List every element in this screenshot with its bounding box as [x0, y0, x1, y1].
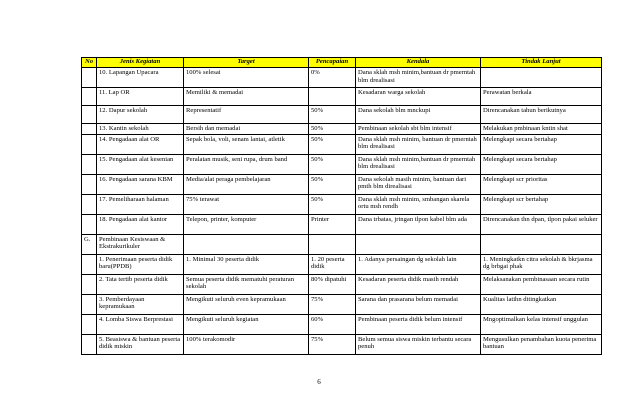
cell-jenis: 16. Pengadaan sarana KBM [97, 174, 184, 194]
cell-pencapaian: 0% [309, 68, 356, 88]
cell-no [82, 106, 97, 124]
cell-kendala: Dana trbatas, jringan tlpon kabel blm ada [356, 214, 481, 234]
cell-no [82, 334, 97, 354]
cell-jenis: 11. Lap OR [97, 88, 184, 106]
cell-no [82, 214, 97, 234]
cell-target: 100% terakomodir [184, 334, 309, 354]
cell-kendala: Dana sklah msh minim, smbangan skarela ortu msh rendh [356, 194, 481, 214]
cell-jenis: 4. Lomba Siswa Berprestasi [97, 314, 184, 334]
table-row [82, 134, 602, 154]
cell-jenis: 14. Pengadaan alat OR [97, 134, 184, 154]
cell-tindak-lanjut: Melakukan pmbinaan kntin shat [481, 124, 602, 135]
cell-pencapaian: 80% dipatuhi [309, 274, 356, 294]
cell-tindak-lanjut [481, 234, 602, 254]
header-jenis-kegiatan: Jenis Kegiatan [97, 58, 184, 68]
table-row [82, 106, 602, 124]
cell-tindak-lanjut: Perawatan berkala [481, 88, 602, 106]
cell-target: Semua peserta didik mematuhi peraturan sekolah [184, 274, 309, 294]
cell-jenis: 5. Beasiswa & bantuan peserta didik miskin [97, 334, 184, 354]
table-row [82, 334, 602, 354]
header-kendala: Kendala [356, 58, 481, 68]
cell-tindak-lanjut: Mengusulkan penambahan kuota penerima bantuan [481, 334, 602, 354]
cell-jenis: 17. Pemeliharaan halaman [97, 194, 184, 214]
cell-jenis: 18. Pengadaan alat kantor [97, 214, 184, 234]
cell-no [82, 314, 97, 334]
cell-no [82, 68, 97, 88]
cell-kendala: Kesadaran peserta didik masih rendah [356, 274, 481, 294]
cell-kendala: Dana sekolah blm mnckupi [356, 106, 481, 124]
cell-pencapaian: 50% [309, 194, 356, 214]
cell-kendala: Dana sklah msh minim,bantuan dr pmerntah blm drealisasi [356, 154, 481, 174]
cell-pencapaian: 50% [309, 124, 356, 135]
cell-pencapaian [309, 88, 356, 106]
table-row [82, 314, 602, 334]
table-row [82, 294, 602, 314]
cell-jenis: 2. Tata tertib peserta didik [97, 274, 184, 294]
table-row [82, 274, 602, 294]
cell-no [82, 294, 97, 314]
header-tindak-lanjut: Tindak Lanjut [481, 58, 602, 68]
cell-jenis: 13. Kantin sekolah [97, 124, 184, 135]
cell-jenis: 15. Pengadaan alat kesenian [97, 154, 184, 174]
cell-pencapaian: 50% [309, 174, 356, 194]
cell-tindak-lanjut: Melengkapi scr bertahap [481, 194, 602, 214]
cell-pencapaian: 1. 20 peserta didik [309, 254, 356, 274]
cell-target: Mengikuti seluruh even kepramukaan [184, 294, 309, 314]
cell-pencapaian: 50% [309, 134, 356, 154]
table-row [82, 214, 602, 234]
cell-tindak-lanjut: Direncanakan tahun berikutnya [481, 106, 602, 124]
cell-kendala: Dana sklah msh minim,bantuan dr pmerntah blm drealisasi [356, 68, 481, 88]
cell-pencapaian: 75% [309, 334, 356, 354]
cell-no [82, 274, 97, 294]
cell-tindak-lanjut: Mngoptimalkan kelas intensif unggulan [481, 314, 602, 334]
table-row [82, 174, 602, 194]
cell-kendala: Kesadaran warga sekolah [356, 88, 481, 106]
cell-no [82, 124, 97, 135]
cell-target: Mengikuti seluruh kegiatan [184, 314, 309, 334]
cell-target: Representatif [184, 106, 309, 124]
cell-tindak-lanjut: Melengkapi secara bertahap [481, 134, 602, 154]
page-number: 6 [317, 378, 321, 386]
cell-pencapaian: 60% [309, 314, 356, 334]
table-row [82, 88, 602, 106]
cell-no [82, 154, 97, 174]
table-row [82, 194, 602, 214]
cell-target [184, 234, 309, 254]
cell-kendala: Dana sklah msh minim, bantuan dr pmerntah blm drealisasi [356, 134, 481, 154]
cell-tindak-lanjut [481, 68, 602, 88]
cell-pencapaian: 50% [309, 154, 356, 174]
cell-target: Telepon, printer, komputer [184, 214, 309, 234]
table-row [82, 154, 602, 174]
cell-pencapaian: 75% [309, 294, 356, 314]
cell-kendala [356, 234, 481, 254]
header-no: No [82, 58, 97, 68]
cell-tindak-lanjut: Melengkapi secara bertahap [481, 154, 602, 174]
cell-tindak-lanjut: Direncanakan thn dpan, tlpon pakai seluker [481, 214, 602, 234]
cell-no [82, 134, 97, 154]
cell-target: 1. Minimal 30 peserta didik [184, 254, 309, 274]
cell-no [82, 174, 97, 194]
table-row [82, 124, 602, 135]
cell-kendala: Belum semua siswa miskin terbantu secara penuh [356, 334, 481, 354]
cell-tindak-lanjut: Melengkapi scr prioritas [481, 174, 602, 194]
section-row [82, 234, 602, 254]
table-row [82, 68, 602, 88]
cell-pencapaian: 50% [309, 106, 356, 124]
cell-tindak-lanjut: Kualitas latihn ditingkatkan [481, 294, 602, 314]
cell-target: Bersih dan memadai [184, 124, 309, 135]
cell-kendala: 1. Adanya persaingan dg sekolah lain [356, 254, 481, 274]
cell-no: G. [82, 234, 97, 254]
cell-jenis: 3. Pemberdayaan kepramukaan [97, 294, 184, 314]
cell-jenis: 10. Lapangan Upacara [97, 68, 184, 88]
cell-tindak-lanjut: 1. Meningkatkn citra sekolah & bkrjasma dg brbgai phak [481, 254, 602, 274]
table-row [82, 254, 602, 274]
cell-kendala: Pembinaan peserta didik belum intensif [356, 314, 481, 334]
cell-kendala: Pembinaan sekolah sbt blm intensif [356, 124, 481, 135]
cell-target: Sepak bola, voli, senam lantai, atletik [184, 134, 309, 154]
table-header [82, 58, 602, 68]
activity-table [81, 57, 602, 355]
cell-pencapaian: Printer [309, 214, 356, 234]
cell-target: Media/alat peraga pembelajaran [184, 174, 309, 194]
cell-jenis: 1. Penerimaan peserta didik baru(PPDB) [97, 254, 184, 274]
cell-no [82, 254, 97, 274]
cell-target: 100% selesai [184, 68, 309, 88]
cell-no [82, 194, 97, 214]
cell-target: Peralatan musik, seni rupa, drum band [184, 154, 309, 174]
header-pencapaian: Pencapaian [309, 58, 356, 68]
cell-target: 75% terawat [184, 194, 309, 214]
cell-pencapaian [309, 234, 356, 254]
cell-target: Memiliki & memadai [184, 88, 309, 106]
header-target: Target [184, 58, 309, 68]
cell-jenis: Pembinaan Kesiswaan & Ekstrakurikuler [97, 234, 184, 254]
cell-no [82, 88, 97, 106]
cell-kendala: Sarana dan prasarana belum memadai [356, 294, 481, 314]
cell-kendala: Dana sekolah masih minim, bantuan dari pmth blm direalisasi [356, 174, 481, 194]
cell-tindak-lanjut: Melaksanakan pembinasaan secara rutin [481, 274, 602, 294]
cell-jenis: 12. Dapur sekolah [97, 106, 184, 124]
